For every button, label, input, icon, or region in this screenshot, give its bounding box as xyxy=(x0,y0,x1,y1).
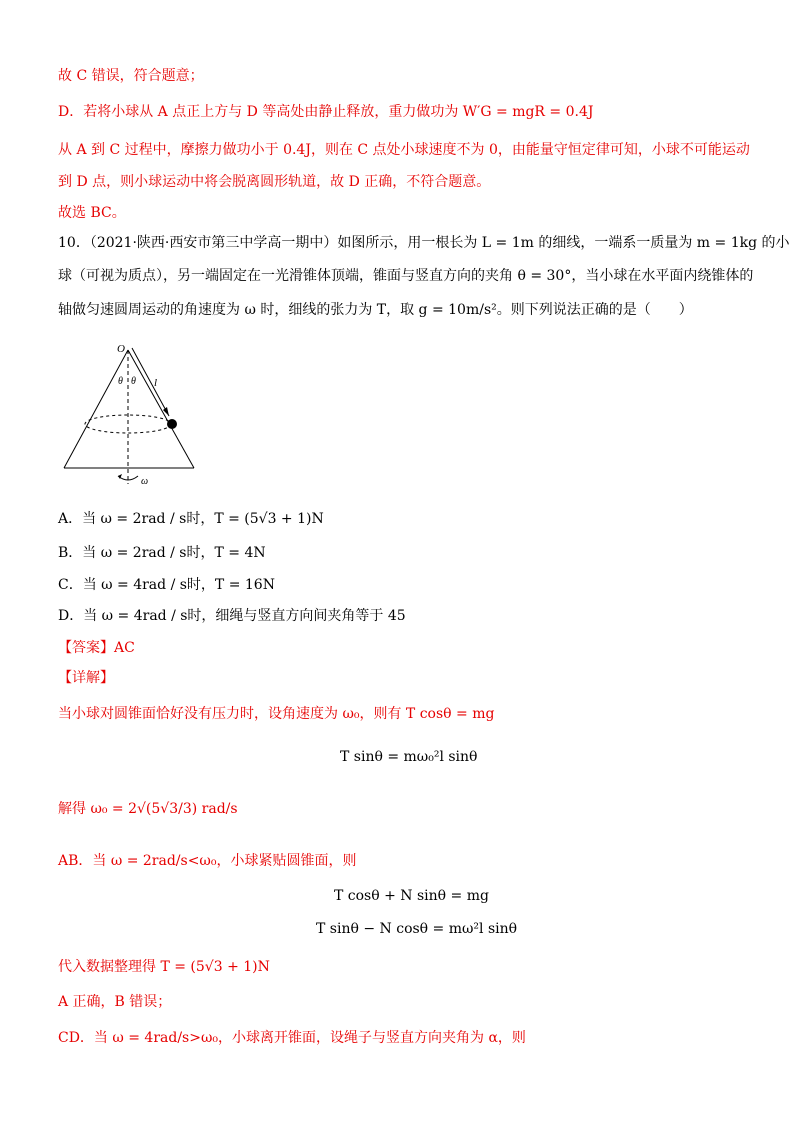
question-10-line-3: 轴做匀速圆周运动的角速度为 ω 时，细线的张力为 T，取 g = 10m/s²。则下列说法正确的是（ ） xyxy=(58,302,693,318)
option-c[interactable]: C．当 ω = 4rad / s时，T = 16N xyxy=(58,577,275,593)
equation-2: T cosθ + N sinθ = mg xyxy=(334,888,489,904)
angle-label-left: θ xyxy=(118,376,123,387)
answer-label: 【答案】AC xyxy=(58,640,135,656)
line-energy-2: 到 D 点，则小球运动中将会脱离圆形轨道，故 D 正确，不符合题意。 xyxy=(58,174,491,190)
solution-line-6: CD．当 ω = 4rad/s>ω₀，小球离开锥面，设绳子与竖直方向夹角为 α，则 xyxy=(58,1030,526,1046)
option-a[interactable]: A．当 ω = 2rad / s时，T = (5√3 + 1)N xyxy=(58,511,324,527)
angle-label-right: θ xyxy=(131,376,136,387)
solution-line-5: A 正确，B 错误； xyxy=(58,994,172,1010)
cone-figure xyxy=(56,338,216,498)
question-10-line-1: 10．（2021·陕西·西安市第三中学高一期中）如图所示，用一根长为 L = 1m 的细线，一端系一质量为 m = 1kg 的小 xyxy=(58,235,790,251)
line-c-wrong: 故 C 错误，符合题意； xyxy=(58,68,204,84)
solution-line-3: AB．当 ω = 2rad/s<ω₀，小球紧贴圆锥面，则 xyxy=(58,853,357,869)
option-b[interactable]: B．当 ω = 2rad / s时，T = 4N xyxy=(58,545,266,561)
option-d[interactable]: D．当 ω = 4rad / s时，细绳与竖直方向间夹角等于 45 xyxy=(58,608,406,624)
solution-line-2: 解得 ω₀ = 2√(5√3/3) rad/s xyxy=(58,801,238,817)
equation-3: T sinθ − N cosθ = mω²l sinθ xyxy=(316,921,518,937)
length-label-l: l xyxy=(154,377,158,389)
detail-label: 【详解】 xyxy=(58,670,114,686)
line-choose-bc: 故选 BC。 xyxy=(58,205,126,221)
line-d-option: D．若将小球从 A 点正上方与 D 等高处由静止释放，重力做功为 W′G = mgR = 0.4J xyxy=(58,104,594,120)
solution-line-4: 代入数据整理得 T = (5√3 + 1)N xyxy=(58,959,270,975)
apex-label-o: O xyxy=(117,343,125,355)
question-10-line-2: 球（可视为质点），另一端固定在一光滑锥体顶端，锥面与竖直方向的夹角 θ = 30°，当小球在水平面内绕锥体的 xyxy=(58,268,754,284)
line-energy-1: 从 A 到 C 过程中，摩擦力做功小于 0.4J，则在 C 点处小球速度不为 0，由能量守恒定律可知，小球不可能运动 xyxy=(58,142,750,158)
solution-line-1: 当小球对圆锥面恰好没有压力时，设角速度为 ω₀，则有 T cosθ = mg xyxy=(58,706,495,722)
equation-1: T sinθ = mω₀²l sinθ xyxy=(340,749,478,765)
omega-label: ω xyxy=(141,476,149,487)
